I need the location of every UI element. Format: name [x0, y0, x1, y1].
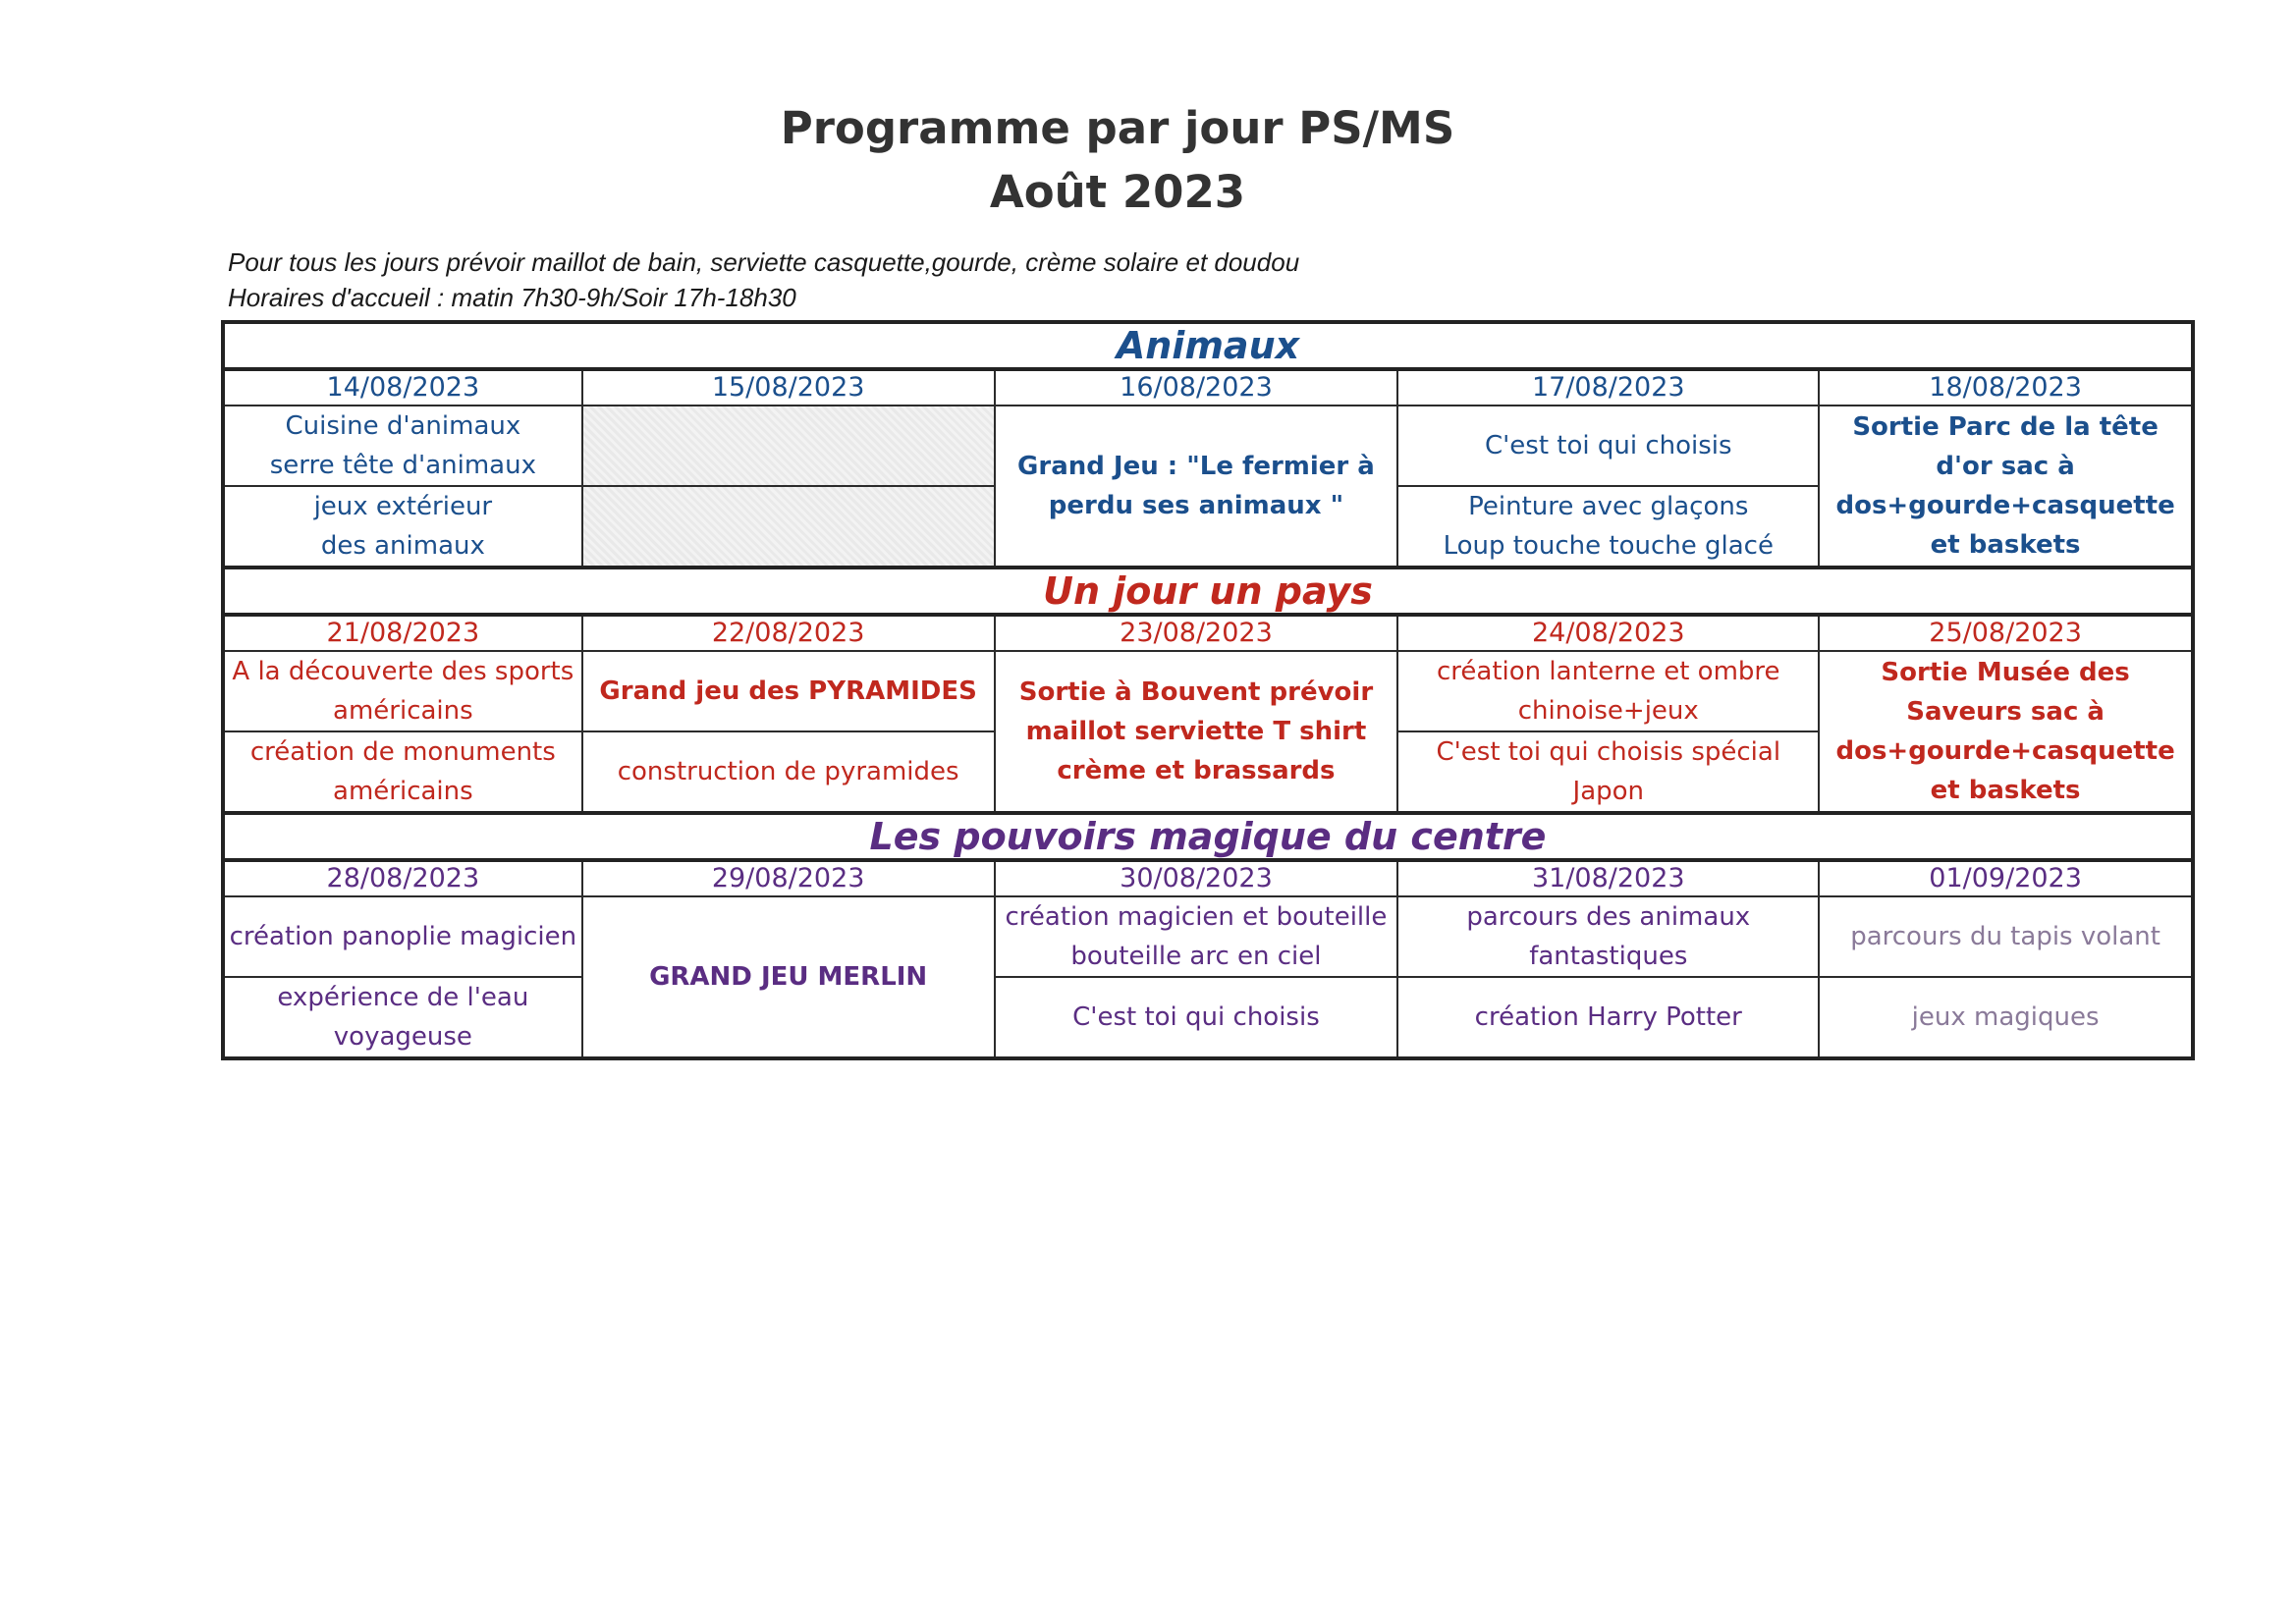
activity-text: expérience de l'eau voyageuse — [277, 983, 529, 1052]
activity-cell — [582, 731, 995, 813]
week-theme: Animaux — [223, 322, 2193, 369]
activity-cell — [995, 896, 1398, 977]
activity-cell — [1819, 651, 2193, 813]
activity-cell — [1819, 406, 2193, 568]
date-cell: 21/08/2023 — [223, 615, 582, 651]
activity-cell — [223, 977, 582, 1058]
date-cell: 30/08/2023 — [995, 860, 1398, 896]
activity-text: C'est toi qui choisis spécial Japon — [1436, 737, 1781, 806]
date-cell: 17/08/2023 — [1397, 369, 1819, 406]
activity-text: C'est toi qui choisis — [1072, 1002, 1320, 1032]
date-cell: 24/08/2023 — [1397, 615, 1819, 651]
page-title: Programme par jour PS/MS — [780, 102, 1455, 154]
activity-text: parcours des animaux fantastiques — [1466, 902, 1751, 971]
activity-cell — [1397, 406, 1819, 486]
week-theme: Un jour un pays — [223, 568, 2193, 615]
activity-cell — [1397, 977, 1819, 1058]
activity-text: création de monuments américains — [249, 737, 556, 806]
activity-text: parcours du tapis volant — [1850, 922, 2160, 951]
activity-cell — [223, 486, 582, 568]
activity-cell — [582, 651, 995, 731]
activity-cell — [1397, 651, 1819, 731]
week-theme-row — [223, 322, 2193, 369]
page-subtitle: Août 2023 — [989, 166, 1246, 218]
date-cell: 29/08/2023 — [582, 860, 995, 896]
date-cell: 01/09/2023 — [1819, 860, 2193, 896]
date-cell: 25/08/2023 — [1819, 615, 2193, 651]
activity-text: Grand jeu des PYRAMIDES — [599, 676, 977, 706]
activity-text: création lanterne et ombre chinoise+jeux — [1437, 657, 1780, 726]
activity-text: Cuisine d'animaux serre tête d'animaux — [269, 411, 536, 480]
activity-cell — [1819, 977, 2193, 1058]
activity-row — [223, 977, 2193, 1058]
date-cell: 18/08/2023 — [1819, 369, 2193, 406]
note-hours: Horaires d'accueil : matin 7h30-9h/Soir 17h-18h30 — [228, 283, 796, 312]
activity-text: construction de pyramides — [617, 757, 959, 786]
activity-text: jeux magiques — [1911, 1002, 2100, 1032]
activity-text: Sortie à Bouvent prévoir maillot serviette T shirt crème et brassards — [1018, 677, 1374, 785]
activity-cell — [1397, 896, 1819, 977]
activity-text: création Harry Potter — [1474, 1002, 1742, 1032]
date-cell: 23/08/2023 — [995, 615, 1398, 651]
date-cell: 31/08/2023 — [1397, 860, 1819, 896]
activity-text: A la découverte des sports américains — [232, 657, 574, 726]
schedule-table — [221, 320, 2195, 1060]
dates-row — [223, 369, 2193, 406]
activity-cell — [1397, 731, 1819, 813]
note-equipment: Pour tous les jours prévoir maillot de bain, serviette casquette,gourde, crème solaire et doudou — [228, 247, 1300, 277]
activity-row — [223, 896, 2193, 977]
activity-text: C'est toi qui choisis — [1484, 431, 1732, 460]
activity-text: Sortie Parc de la tête d'or sac à dos+gourde+casquette et baskets — [1835, 412, 2175, 560]
activity-cell — [223, 731, 582, 813]
activity-text: jeux extérieur des animaux — [313, 492, 493, 561]
activity-cell — [1819, 896, 2193, 977]
dates-row — [223, 615, 2193, 651]
redacted-cell — [582, 486, 995, 568]
activity-text: Sortie Musée des Saveurs sac à dos+gourde+casquette et baskets — [1835, 658, 2175, 805]
activity-cell — [995, 977, 1398, 1058]
date-cell: 28/08/2023 — [223, 860, 582, 896]
date-cell: 22/08/2023 — [582, 615, 995, 651]
activity-cell — [995, 651, 1398, 813]
activity-text: création panoplie magicien — [229, 922, 577, 951]
activity-cell — [995, 406, 1398, 568]
activity-cell — [223, 651, 582, 731]
activity-row — [223, 406, 2193, 486]
activity-cell — [1397, 486, 1819, 568]
week-theme-row — [223, 813, 2193, 860]
date-cell: 16/08/2023 — [995, 369, 1398, 406]
date-cell: 14/08/2023 — [223, 369, 582, 406]
activity-row — [223, 651, 2193, 731]
activity-text: Grand Jeu : "Le fermier à perdu ses animaux " — [1017, 452, 1375, 520]
week-theme: Les pouvoirs magique du centre — [223, 813, 2193, 860]
week-theme-row — [223, 568, 2193, 615]
activity-cell — [223, 896, 582, 977]
redacted-cell — [582, 406, 995, 486]
activity-cell — [223, 406, 582, 486]
activity-text: Peinture avec glaçons Loup touche touche glacé — [1443, 492, 1774, 561]
activity-text: GRAND JEU MERLIN — [649, 962, 928, 992]
dates-row — [223, 860, 2193, 896]
activity-cell — [582, 896, 995, 1058]
date-cell: 15/08/2023 — [582, 369, 995, 406]
activity-text: création magicien et bouteille bouteille arc en ciel — [1005, 902, 1388, 971]
